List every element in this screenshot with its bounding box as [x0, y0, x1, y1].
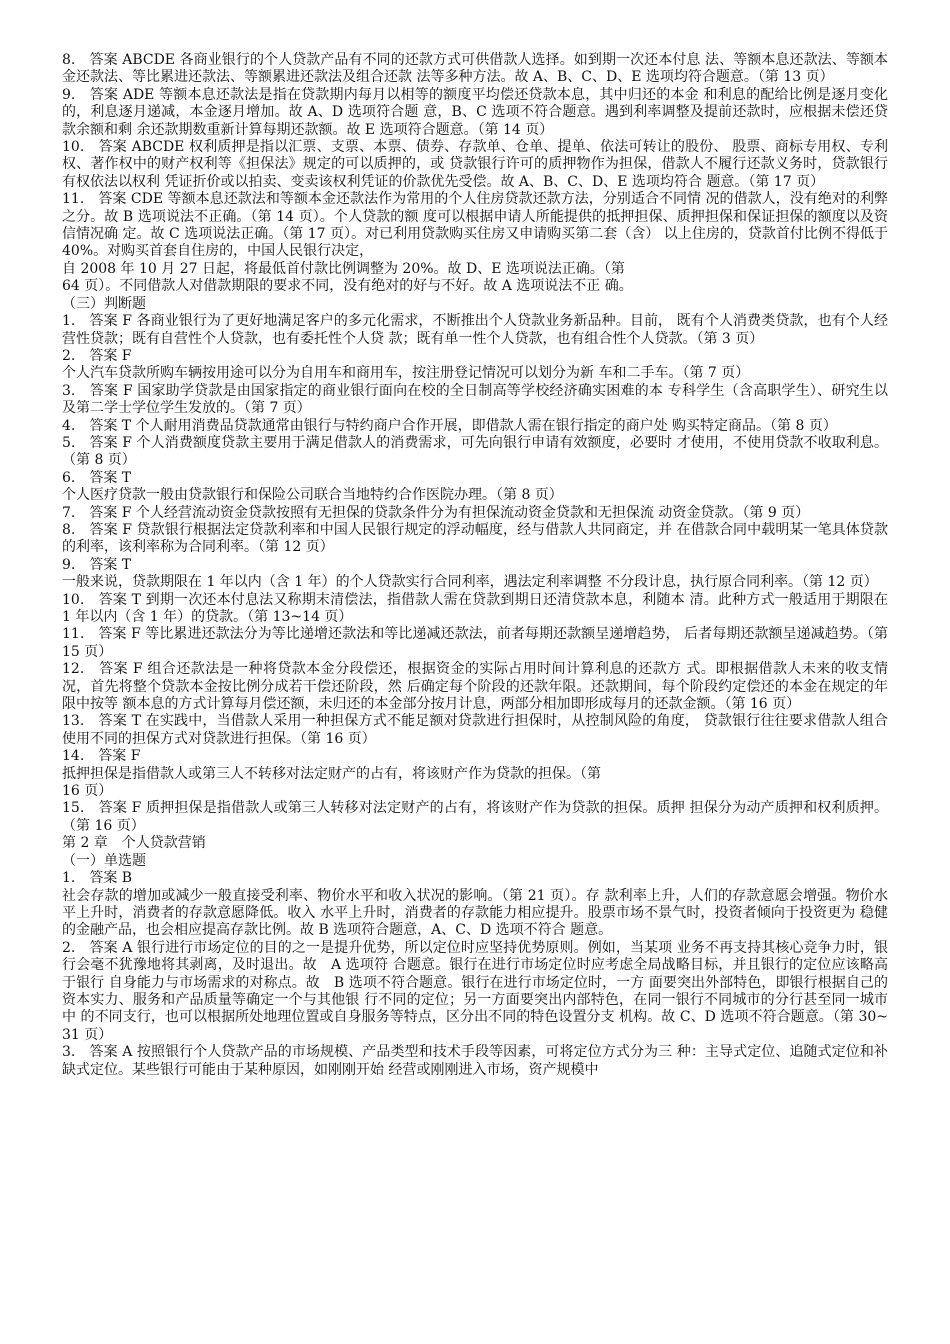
text-paragraph: 8. 答案 F 贷款银行根据法定贷款利率和中国人民银行规定的浮动幅度，经与借款人共同商定，并 在借款合同中载明某一笔具体贷款的利率，该利率称为合同利率。（第 12 页） [62, 521, 888, 556]
text-paragraph: 1. 答案 F 各商业银行为了更好地满足客户的多元化需求，不断推出个人贷款业务新品种。目前， 既有个人消费类贷款，也有个人经营性贷款；既有自营性个人贷款，也有委托性个人贷 款；既有单一性个人贷款，也有组合性个人贷款。（第 3 页） [62, 313, 888, 347]
text-paragraph: 10. 答案 T 到期一次还本付息法又称期末清偿法，指借款人需在贷款到期日还清贷款本息，利随本 清。此种方式一般适用于期限在 1 年以内（含 1 年）的贷款。（第 13~14 页） [62, 591, 888, 625]
text-paragraph: 第 2 章 个人贷款营销 [62, 835, 206, 852]
text-paragraph: 4. 答案 T 个人耐用消费品贷款通常由银行与特约商户合作开展，即借款人需在银行指定的商户处 购买特定商品。（第 8 页） [62, 417, 837, 434]
text-paragraph: 14. 答案 F [62, 748, 141, 765]
text-paragraph: 64 页）。不同借款人对借款期限的要求不同，没有绝对的好与不好。故 A 选项说法不正 确。 [62, 278, 633, 295]
text-paragraph: （一）单选题 [62, 852, 146, 869]
text-paragraph: 10. 答案 ABCDE 权利质押是指以汇票、支票、本票、债券、存款单、仓单、提单、依法可转让的股份、 股票、商标专用权、专利权、著作权中的财产权利等《担保法》规定的可以质押的，或 贷款银行许可的质押物作为担保，借款人不履行还款义务时，贷款银行有权依法以权利 凭证折价或以拍卖、变卖该权利凭证的价款优先受偿。故 A、B、C、D、E 选项均符合 题意。（第 17 页） [62, 139, 888, 190]
text-paragraph: 2. 答案 F [62, 347, 132, 364]
text-paragraph: 社会存款的增加或减少一般直接受利率、物价水平和收入状况的影响。（第 21 页）。存 款利率上升，人们的存款意愿会增强。物价水平上升时，消费者的存款意愿降低。收入 水平上升时，消费者的存款能力相应提升。股票市场不景气时，投资者倾向于投资更为 稳健的金融产品，也会相应提高存款比例。故 B 选项符合题意，A、C、D 选项不符合 题意。 [62, 887, 888, 939]
text-paragraph: 12. 答案 F 组合还款法是一种将贷款本金分段偿还，根据资金的实际占用时间计算利息的还款方 式。即根据借款人未来的收支情况，首先将整个贷款本金按比例分成若干偿还阶段，然 后确定每个阶段的还款年限。还款期间，每个阶段约定偿还的本金在规定的年限中按等 额本息的方式计算每月偿还额，未归还的本金部分按月计息，两部分相加即形成每月的还款金额。（第 16 页） [62, 661, 888, 713]
text-paragraph: （三）判断题 [62, 295, 146, 312]
text-paragraph: 6. 答案 T [62, 469, 132, 486]
text-paragraph: 3. 答案 A 按照银行个人贷款产品的市场规模、产品类型和技术手段等因素，可将定位方式分为三 种：主导式定位、追随式定位和补缺式定位。某些银行可能由于某种原因，如刚刚开始 经营或刚刚进入市场，资产规模中 [62, 1044, 888, 1078]
text-paragraph: 11. 答案 F 等比累进还款法分为等比递增还款法和等比递减还款法，前者每期还款额呈递增趋势， 后者每期还款额呈递减趋势。（第 15 页） [62, 626, 888, 660]
text-paragraph: 个人医疗贷款一般由贷款银行和保险公司联合当地特约合作医院办理。（第 8 页） [62, 487, 563, 504]
text-paragraph: 11. 答案 CDE 等额本息还款法和等额本金还款法作为常用的个人住房贷款还款方法，分别适合不同情 况的借款人，没有绝对的利弊之分。故 B 选项说法不正确。（第 14 页）。个人贷款的额 度可以根据申请人所能提供的抵押担保、质押担保和保证担保的额度以及资信情况确 定。故 C 选项说法正确。（第 17 页）。对已利用贷款购买住房又申请购买第二套（含） 以上住房的，贷款首付比例不得低于 40%。对购买首套自住房的，中国人民银行决定， [62, 191, 888, 260]
text-paragraph: 7. 答案 F 个人经营流动资金贷款按照有无担保的贷款条件分为有担保流动资金贷款和无担保流 动资金贷款。（第 9 页） [62, 504, 810, 521]
text-paragraph: 1. 答案 B [62, 870, 133, 887]
text-paragraph: 8. 答案 ABCDE 各商业银行的个人贷款产品有不同的还款方式可供借款人选择。如到期一次还本付息 法、等额本息还款法、等额本金还款法、等比累进还款法、等额累进还款法及组合还款 法等多种方法。故 A、B、C、D、E 选项均符合题意。（第 13 页） [62, 52, 888, 86]
text-paragraph: 15. 答案 F 质押担保是指借款人或第三人转移对法定财产的占有，将该财产作为贷款的担保。质押 担保分为动产质押和权利质押。（第 16 页） [62, 800, 888, 834]
text-paragraph: 13. 答案 T 在实践中，当借款人采用一种担保方式不能足额对贷款进行担保时，从控制风险的角度， 贷款银行往往要求借款人组合使用不同的担保方式对贷款进行担保。（第 16 页） [62, 713, 888, 747]
text-paragraph: 16 页） [62, 783, 113, 800]
text-paragraph: 抵押担保是指借款人或第三人不转移对法定财产的占有，将该财产作为贷款的担保。（第 [62, 765, 601, 782]
text-paragraph: 3. 答案 F 国家助学贷款是由国家指定的商业银行面向在校的全日制高等学校经济确实困难的本 专科学生（含高职学生）、研究生以及第二学士学位学生发放的。（第 7 页） [62, 382, 888, 417]
text-paragraph: 2. 答案 A 银行进行市场定位的目的之一是提升优势，所以定位时应坚持优势原则。例如，当某项 业务不再支持其核心竞争力时，银行会毫不犹豫地将其剥离，及时退出。故 A 选项符 合题意。银行在进行市场定位时应考虑全局战略目标，并且银行的定位应该略高于银行 自身能力与市场需求的对称点。故 B 选项不符合题意。银行在进行市场定位时，一方 面要突出外部特色，即银行根据自己的资本实力、服务和产品质量等确定一个与其他银 行不同的定位；另一方面要突出内部特色，在同一银行不同城市的分行甚至同一城市中 的不同支行，也可以根据所处地理位置或自身服务等特点，区分出不同的特色设置分支 机构。故 C、D 选项不符合题意。（第 30~31 页） [62, 939, 888, 1043]
answer-text-body [62, 52, 888, 1079]
text-paragraph: 个人汽车贷款所购车辆按用途可以分为自用车和商用车，按注册登记情况可以划分为新 车和二手车。（第 7 页） [62, 365, 750, 382]
text-paragraph: 9. 答案 ADE 等额本息还款法是指在贷款期内每月以相等的额度平均偿还贷款本息，其中归还的本金 和利息的配给比例是逐月变化的，利息逐月递减，本金逐月增加。故 A、D 选项符合题 意，B、C 选项不符合题意。遇到利率调整及提前还款时，应根据未偿还贷款余额和剩 余还款期数重新计算每期还款额。故 E 选项符合题意。（第 14 页） [62, 86, 888, 138]
text-paragraph: 5. 答案 F 个人消费额度贷款主要用于满足借款人的消费需求，可先向银行申请有效额度，必要时 才使用，不使用贷款不收取利息。（第 8 页） [62, 434, 888, 469]
text-paragraph: 自 2008 年 10 月 27 日起，将最低首付款比例调整为 20%。故 D、E 选项说法正确。（第 [62, 260, 625, 277]
text-paragraph: 一般来说，贷款期限在 1 年以内（含 1 年）的个人贷款实行合同利率，遇法定利率调整 不分段计息，执行原合同利率。（第 12 页） [62, 574, 878, 591]
text-paragraph: 9. 答案 T [62, 556, 132, 573]
